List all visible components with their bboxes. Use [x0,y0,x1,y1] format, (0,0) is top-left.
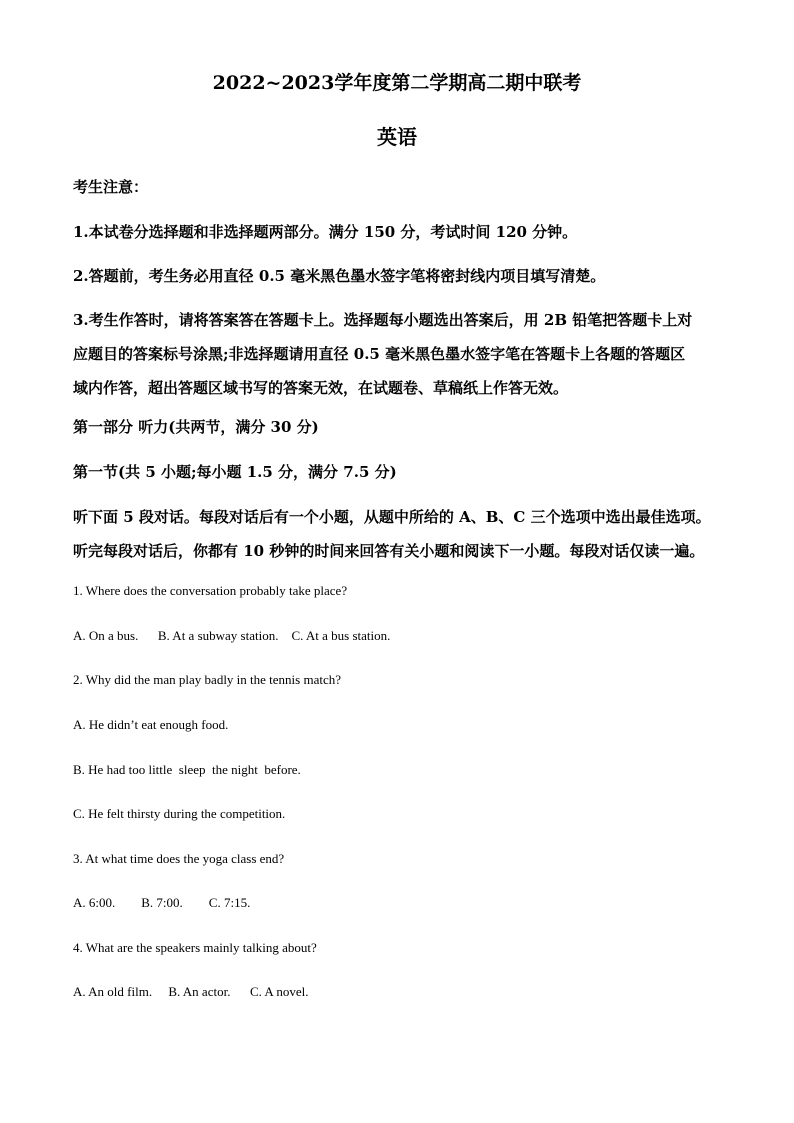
notice-item-3-line: 域内作答，超出答题区域书写的答案无效，在试题卷、草稿纸上作答无效。 [73,379,569,397]
notice-item-3 [73,303,733,405]
notice-item-2: 2.答题前，考生务必用直径 0.5 毫米黑色墨水签字笔将密封线内项目填写清楚。 [73,267,606,285]
question-1-options: A. On a bus. B. At a subway station. C. At a bus station. [73,628,391,643]
part1-heading: 第一部分 听力(共两节，满分 30 分) [73,418,319,436]
exam-title: 2022~2023学年度第二学期高二期中联考 [212,72,582,94]
listening-instructions [73,500,733,568]
notice-item-3-line: 应题目的答案标号涂黑;非选择题请用直径 0.5 毫米黑色墨水签字笔在答题卡上各题的答题区 [73,345,686,363]
question-2-option-b: B. He had too little sleep the night before. [73,762,301,777]
instructions-line: 听下面 5 段对话。每段对话后有一个小题，从题中所给的 A、B、C 三个选项中选出最佳选项。 [73,508,711,526]
question-3: 3. At what time does the yoga class end? [73,851,285,866]
question-2-option-a: A. He didn’t eat enough food. [73,717,229,732]
question-3-options: A. 6:00. B. 7:00. C. 7:15. [73,895,251,910]
question-2: 2. Why did the man play badly in the tennis match? [73,672,342,687]
instructions-line: 听完每段对话后，你都有 10 秒钟的时间来回答有关小题和阅读下一小题。每段对话仅读一遍。 [73,542,705,560]
exam-subject: 英语 [377,125,417,149]
question-2-option-c: C. He felt thirsty during the competition. [73,806,286,821]
question-1: 1. Where does the conversation probably take place? [73,583,348,598]
question-4: 4. What are the speakers mainly talking about? [73,940,317,955]
notice-item-1: 1.本试卷分选择题和非选择题两部分。满分 150 分，考试时间 120 分钟。 [73,223,578,241]
notice-heading: 考生注意： [73,178,149,196]
notice-item-3-line: 3.考生作答时，请将答案答在答题卡上。选择题每小题选出答案后，用 2B 铅笔把答题卡上对 [73,311,693,329]
question-4-options: A. An old film. B. An actor. C. A novel. [73,984,309,999]
section1-heading: 第一节(共 5 小题;每小题 1.5 分，满分 7.5 分) [73,463,397,481]
